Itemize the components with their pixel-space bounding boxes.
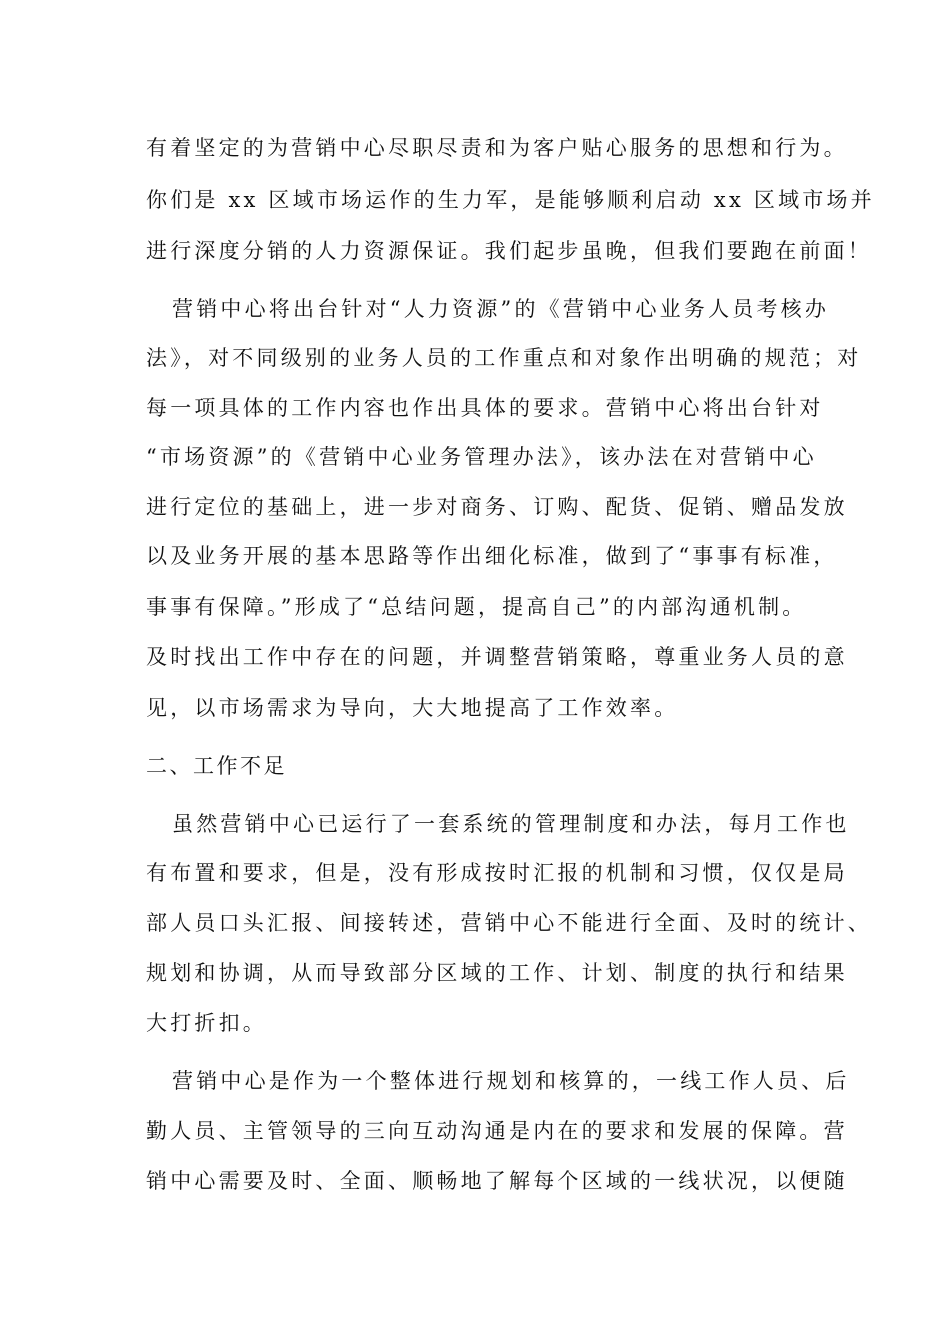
paragraph-line: “市场资源”的《营销中心业务管理办法》，该办法在对营销中心 [146, 445, 817, 469]
paragraph-line: 你们是 xx 区域市场运作的生力军，是能够顺利启动 xx 区域市场并 [146, 188, 875, 212]
section-heading: 二、工作不足 [146, 754, 287, 778]
paragraph-line: 营销中心将出台针对“人力资源”的《营销中心业务人员考核办 [172, 297, 830, 321]
paragraph-line: 部人员口头汇报、间接转述，营销中心不能进行全面、及时的统计、 [146, 911, 872, 935]
paragraph-line: 有着坚定的为营销中心尽职尽责和为客户贴心服务的思想和行为。 [146, 136, 848, 160]
paragraph-line: 有布置和要求，但是，没有形成按时汇报的机制和习惯，仅仅是局 [146, 861, 848, 885]
paragraph-line: 进行深度分销的人力资源保证。我们起步虽晚，但我们要跑在前面！ [146, 239, 872, 263]
paragraph-line: 大打折扣。 [146, 1011, 267, 1035]
paragraph-line: 营销中心是作为一个整体进行规划和核算的，一线工作人员、后 [172, 1069, 850, 1093]
paragraph-line: 每一项具体的工作内容也作出具体的要求。营销中心将出台针对 [146, 396, 824, 420]
paragraph-line: 及时找出工作中存在的问题，并调整营销策略，尊重业务人员的意 [146, 645, 848, 669]
paragraph-line: 见，以市场需求为导向，大大地提高了工作效率。 [146, 696, 679, 720]
paragraph-line: 进行定位的基础上，进一步对商务、订购、配货、促销、赠品发放 [146, 495, 848, 519]
paragraph-line: 事事有保障。”形成了“总结问题，提高自己”的内部沟通机制。 [146, 595, 807, 619]
paragraph-line: 虽然营销中心已运行了一套系统的管理制度和办法，每月工作也 [172, 812, 850, 836]
paragraph-line: 法》，对不同级别的业务人员的工作重点和对象作出明确的规范；对 [146, 346, 862, 370]
paragraph-line: 勤人员、主管领导的三向互动沟通是内在的要求和发展的保障。营 [146, 1119, 848, 1143]
paragraph-line: 以及业务开展的基本思路等作出细化标准，做到了“事事有标准， [146, 544, 838, 568]
paragraph-line: 规划和协调，从而导致部分区域的工作、计划、制度的执行和结果 [146, 961, 848, 985]
paragraph-line: 销中心需要及时、全面、顺畅地了解每个区域的一线状况，以便随 [146, 1169, 848, 1193]
